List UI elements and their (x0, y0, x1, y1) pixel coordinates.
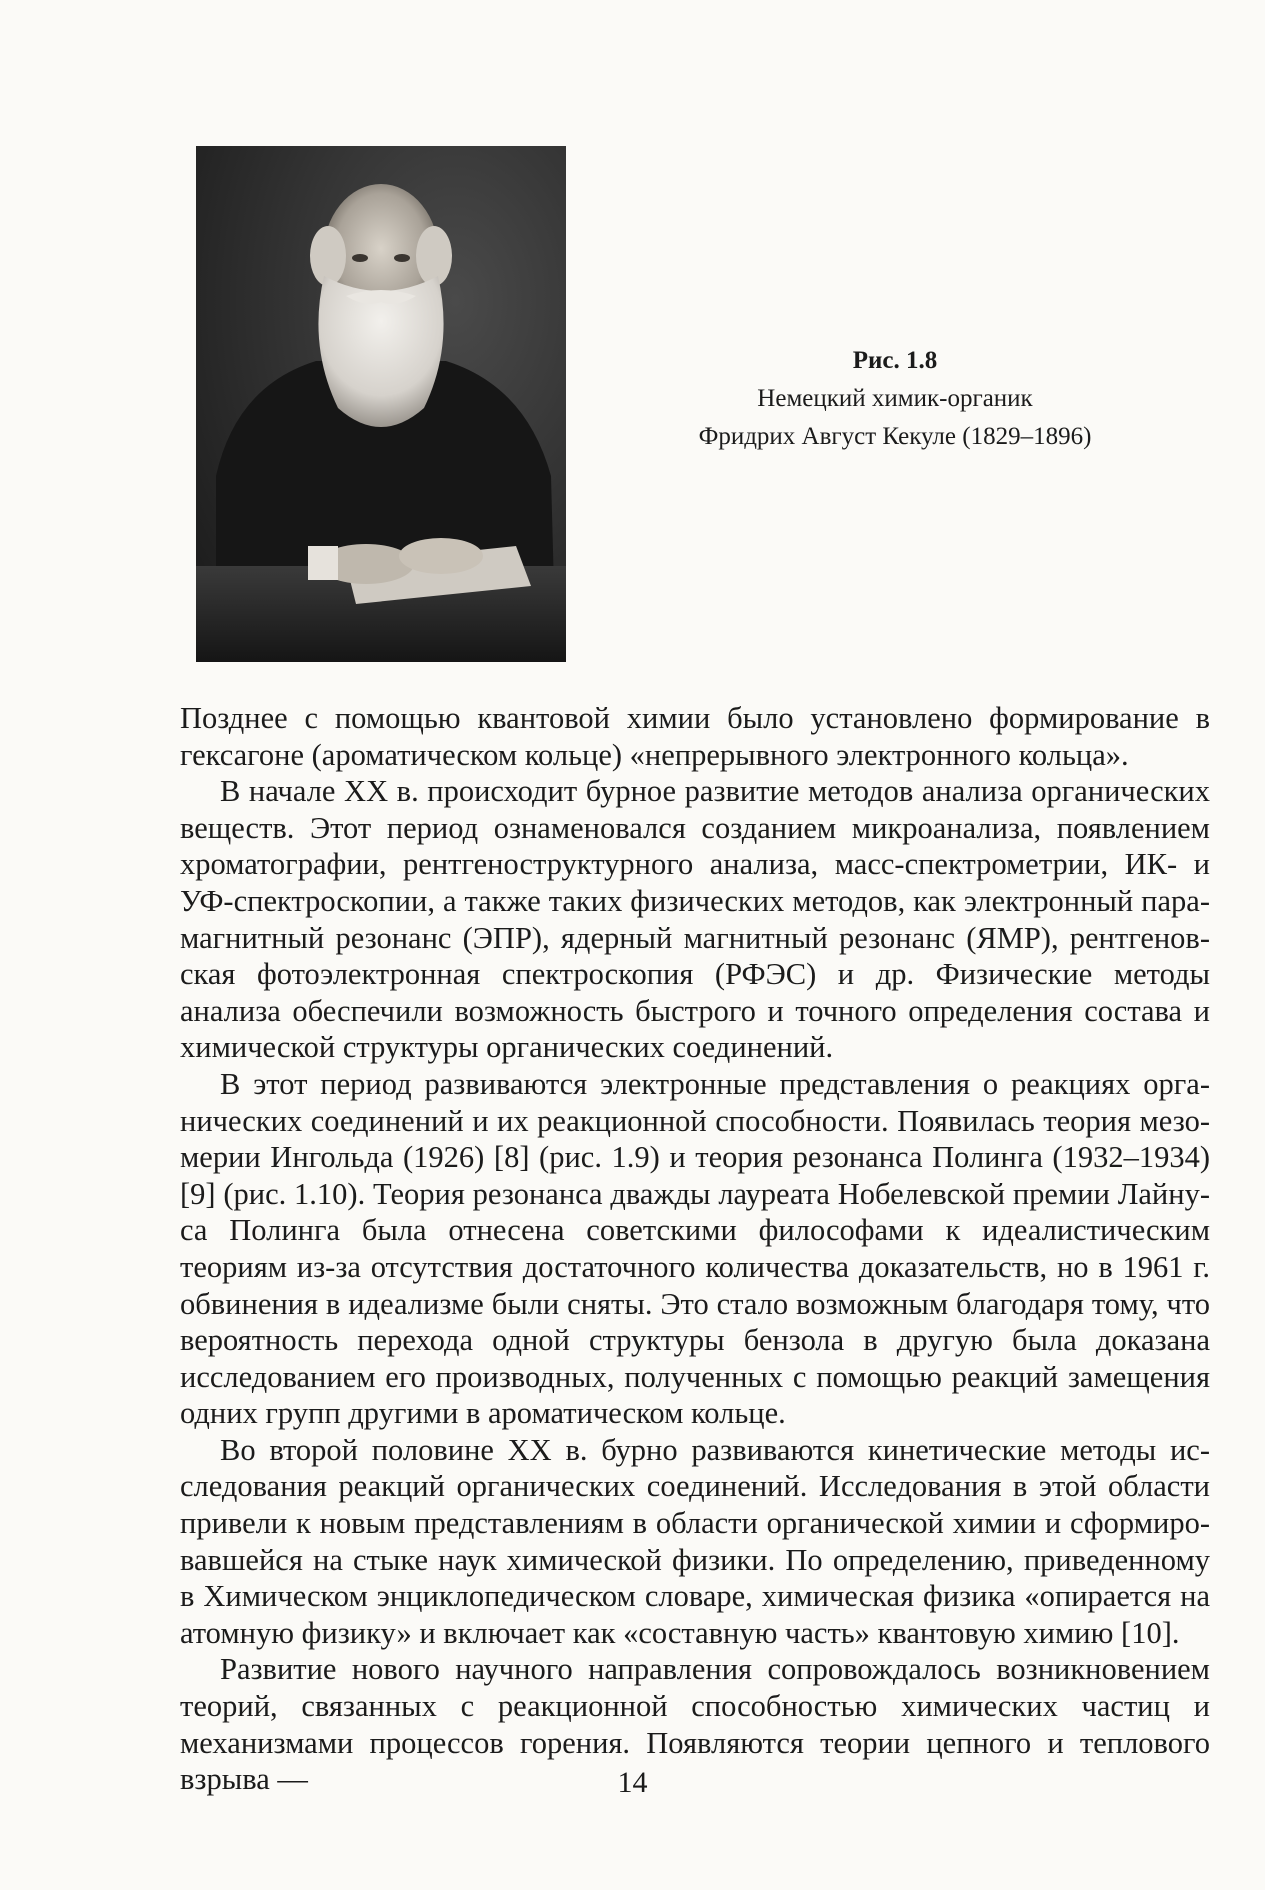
paragraph: В начале XX в. происходит бурное развитие методов анализа органических веществ. Этот период ознаменовался созданием микроанализа, появлением хроматографии, рентгеноструктурного анализа, масс-спектрометрии, ИК- и УФ-спектроскопии, а также таких физических методов, как электронный парамагнитный резонанс (ЭПР), ядерный магнитный резонанс (ЯМР), рентгеновская фотоэлектронная спектроскопия (РФЭС) и др. Физические методы анализа обеспечили возможность быстрого и точного определения состава и химической структуры органических соединений. (180, 774, 1210, 1065)
page-number: 14 (617, 1766, 648, 1799)
figure-caption-line-1: Немецкий химик-органик (757, 385, 1033, 412)
paragraph: Развитие нового научного направления сопровождалось возникновением теорий, связанных с реакционной способностью химических частиц и механизмами процессов горения. Появляются теории цепного и теплового взрыва — (180, 1652, 1210, 1797)
paragraph: В этот период развиваются электронные представления о реакциях органических соединений и их реакционной способности. Появилась теория мезомерии Ингольда (1926) [8] (рис. 1.9) и теория резонанса Полинга (1932–1934) [9] (рис. 1.10). Теория резонанса дважды лауреата Нобелевской премии Лайнуса Полинга была отнесена советскими философами к идеалистическим теориям из-за отсутствия достаточного количества доказательств, но в 1961 г. обвинения в идеализме были сняты. Это стало возможным благодаря тому, что вероятность перехода одной структуры бензола в другую была доказана исследованием его производных, полученных с помощью реакций замещения одних групп другими в ароматическом кольце. (180, 1066, 1210, 1431)
body-text (180, 700, 1210, 1798)
figure-label: Рис. 1.8 (852, 347, 938, 374)
portrait-photo (196, 146, 566, 662)
paragraph: Во второй половине XX в. бурно развиваются кинетические методы исследования реакций органических соединений. Исследования в этой области привели к новым представлениям в области органической химии и сформировавшейся на стыке наук химической физики. По определению, приведенному в Химическом энциклопедическом словаре, химическая физика «опирается на атомную физику» и включает как «составную часть» квантовую химию [10]. (180, 1432, 1210, 1650)
figure-caption-line-2: Фридрих Август Кекуле (1829–1896) (698, 423, 1092, 450)
paragraph: Позднее с помощью квантовой химии было установлено формирование в гексагоне (ароматическом кольце) «непрерывного электронного кольца». (180, 701, 1210, 772)
figure-caption (640, 342, 1150, 456)
portrait-illustration (196, 146, 566, 662)
